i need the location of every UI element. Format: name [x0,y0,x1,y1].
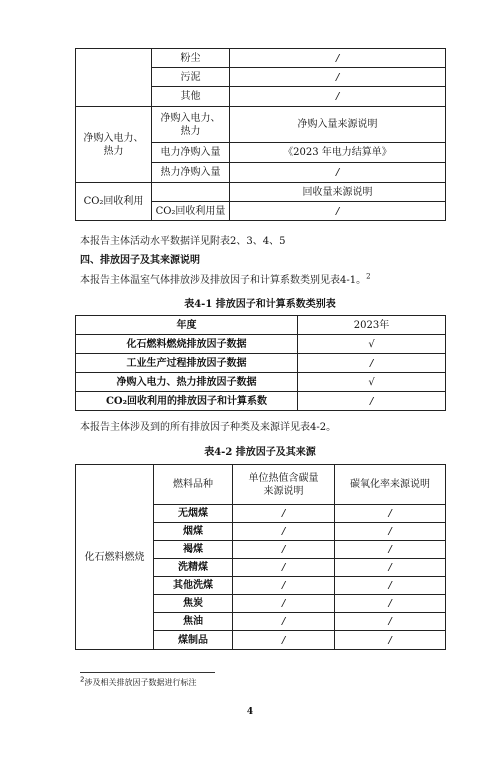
table-cell-fuel: 煤制品 [154,631,233,650]
table-row-value: √ [298,335,446,354]
header-line: 来源说明 [263,485,304,497]
table-cell-value: / [233,505,335,523]
table-cell-fuel: 褐煤 [154,541,233,559]
table-cell-value: / [233,559,335,577]
paragraph-activity-ref: 本报告主体活动水平数据详见附表2、3、4、5 [80,236,286,247]
table-cell-value: / [230,202,446,221]
header-line: 单位热值含碳量 [248,472,319,484]
table-cell-item: 其他 [152,87,230,107]
table-row-value: √ [298,373,446,392]
table-row-label: CO₂回收利用的排放因子和计算系数 [76,392,298,411]
table-caption: 表4-1 排放因子和计算系数类别表 [184,299,336,310]
table-cell-value: 回收量来源说明 [230,183,446,202]
table-cell-value: / [233,631,335,650]
table-cell-value: 《2023 年电力结算单》 [230,143,446,163]
table-cell-value: / [335,523,446,541]
table-cell-value: / [233,595,335,613]
table-cell-category: CO₂回收利用 [76,183,152,221]
table-cell-item [152,107,230,143]
footnote-divider [80,672,215,673]
footnote [80,677,196,688]
activity-data-table [75,48,446,221]
table-cell-fuel: 焦油 [154,613,233,631]
table-cell-item: CO₂回收利用量 [152,202,230,221]
table-caption: 表4-2 排放因子及其来源 [204,447,316,458]
table-cell-value: / [335,505,446,523]
table-header-year: 年度 [76,316,298,335]
table-cell-value: / [230,49,446,68]
table-cell-empty [76,49,152,107]
table-cell-fuel: 无烟煤 [154,505,233,523]
footnote-marker: 2 [366,272,371,281]
paragraph-text: 本报告主体温室气体排放涉及排放因子和计算系数类别见表4-1。 [80,275,367,286]
table-cell-item: 电力净购入量 [152,143,230,163]
table-cell-value: / [335,541,446,559]
table-cell-value: / [230,68,446,87]
table-cell-group [76,465,154,650]
table-cell-value: / [335,631,446,650]
table-cell-value: / [335,577,446,595]
table-cell-value: / [335,595,446,613]
table-cell-value: / [230,163,446,183]
footnote-number: 2 [80,675,85,684]
table-cell-value: / [335,559,446,577]
table-cell-value: / [335,613,446,631]
table-header-carbon-content [233,465,335,505]
table-cell-item: 热力净购入量 [152,163,230,183]
category-label: 净购入电力、热力 [83,132,144,157]
table-cell-fuel: 洗精煤 [154,559,233,577]
table-row-value: / [298,392,446,411]
table-cell-value: / [233,523,335,541]
table-cell-category [76,107,152,183]
table-header-2023: 2023年 [298,316,446,335]
group-label: 化石燃料燃烧 [84,551,145,563]
table-cell-item: 污泥 [152,68,230,87]
table-header-oxidation: 碳氧化率来源说明 [335,465,446,505]
table-row-label: 工业生产过程排放因子数据 [76,354,298,373]
table-row-value: / [298,354,446,373]
footnote-text: 涉及相关排放因子数据进行标注 [84,678,197,687]
table-cell-value: 净购入量来源说明 [230,107,446,143]
table-cell-fuel: 烟煤 [154,523,233,541]
section-heading: 四、排放因子及其来源说明 [80,255,200,266]
table-cell-fuel: 其他洗煤 [154,577,233,595]
table-cell-value: / [230,87,446,107]
factor-category-table [75,315,446,411]
table-row-label: 化石燃料燃烧排放因子数据 [76,335,298,354]
paragraph-factor-ref [80,272,371,287]
table-cell-value: / [233,541,335,559]
table-cell-item: 粉尘 [152,49,230,68]
table-cell-item [152,183,230,202]
page-number: 4 [246,707,254,717]
table-cell-fuel: 焦炭 [154,595,233,613]
table-cell-value: / [233,577,335,595]
paragraph-source-ref: 本报告主体涉及到的所有排放因子种类及来源详见表4-2。 [80,422,337,433]
factor-source-table [75,464,446,650]
table-cell-value: / [233,613,335,631]
table-row-label: 净购入电力、热力排放因子数据 [76,373,298,392]
item-label: 净购入电力、热力 [160,112,221,137]
table-header-fuel: 燃料品种 [154,465,233,505]
